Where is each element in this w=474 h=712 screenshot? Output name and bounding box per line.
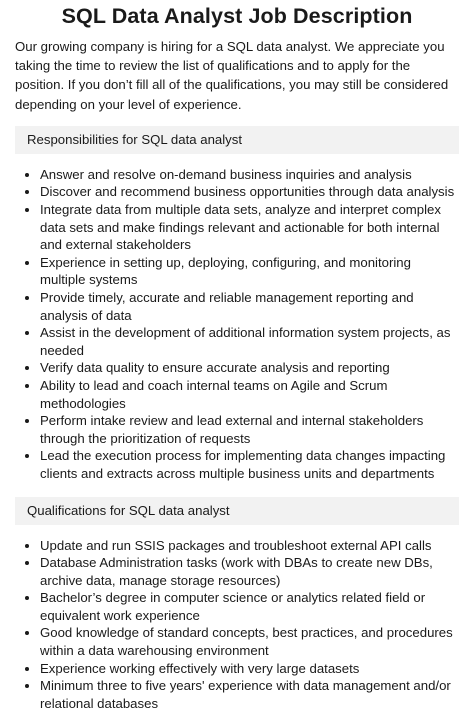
list-item: • Lead the execution process for implementing data changes impacting clients and extracts across multiple business units and departments (40, 447, 459, 482)
list-item: • Verify data quality to ensure accurate analysis and reporting (40, 359, 459, 377)
list-item: • Perform intake review and lead external and internal stakeholders through the prioritization of requests (40, 412, 459, 447)
list-item: • Ability to lead and coach internal teams on Agile and Scrum methodologies (40, 377, 459, 412)
list-item: • Assist in the development of additional information system projects, as needed (40, 324, 459, 359)
qualifications-list (15, 537, 459, 712)
list-item: • Update and run SSIS packages and troubleshoot external API calls (40, 537, 459, 555)
list-item: • Experience working effectively with very large datasets (40, 660, 459, 678)
list-item: • Experience in setting up, deploying, configuring, and monitoring multiple systems (40, 254, 459, 289)
list-item: • Database Administration tasks (work with DBAs to create new DBs, archive data, manage storage resources) (40, 554, 459, 589)
list-item: • Answer and resolve on-demand business inquiries and analysis (40, 166, 459, 184)
list-item: • Bachelor’s degree in computer science or analytics related field or equivalent work experience (40, 589, 459, 624)
list-item: • Minimum three to five years' experience with data management and/or relational databases (40, 677, 459, 712)
list-item: • Good knowledge of standard concepts, best practices, and procedures within a data warehousing environment (40, 624, 459, 659)
responsibilities-heading: Responsibilities for SQL data analyst (15, 126, 459, 154)
list-item: • Integrate data from multiple data sets, analyze and interpret complex data sets and make findings relevant and actionable for both internal and external stakeholders (40, 201, 459, 254)
list-item: • Discover and recommend business opportunities through data analysis (40, 183, 459, 201)
responsibilities-list (15, 166, 459, 483)
list-item: • Provide timely, accurate and reliable management reporting and analysis of data (40, 289, 459, 324)
qualifications-heading: Qualifications for SQL data analyst (15, 497, 459, 525)
intro-paragraph: Our growing company is hiring for a SQL data analyst. We appreciate you taking the time to review the list of qualifications and to apply for the position. If you don’t fill all of the qualifications, you may still be considered depending on your level of experience. (15, 37, 459, 114)
page-title: SQL Data Analyst Job Description (15, 0, 459, 37)
